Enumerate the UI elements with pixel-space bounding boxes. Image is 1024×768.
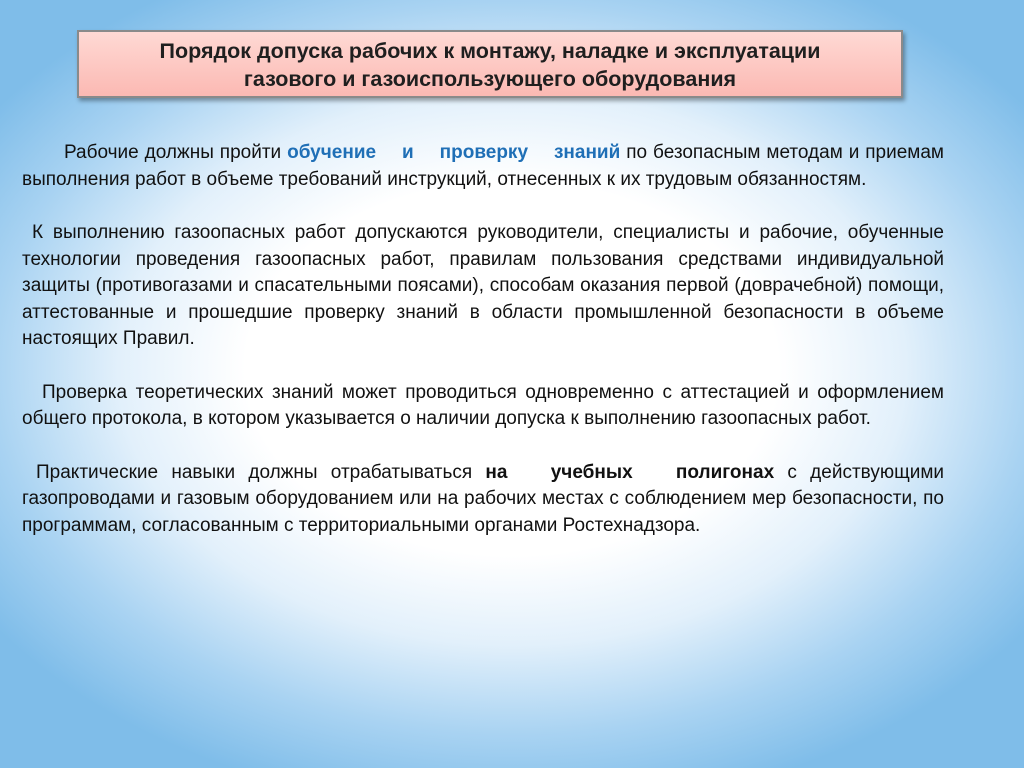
title-line-2: газового и газоиспользующего оборудования — [243, 67, 737, 91]
paragraph-training-start: Рабочие должны пройти — [64, 142, 288, 163]
training-highlight: обучение и проверку знаний — [287, 142, 621, 163]
slide-body — [22, 140, 944, 566]
slide-title — [77, 30, 903, 98]
paragraph-knowledge-check: Проверка теоретических знаний может проводиться одновременно с аттестацией и оформлением общего протокола, в котором указывается о наличии допуска к выполнению газоопасных работ. — [22, 381, 944, 429]
paragraph-training-end: по безопасным методам и приемам выполнения работ в объеме требований инструкций, отнесенных к их трудовым обязанностям. — [22, 142, 944, 190]
paragraph-practical-end: с действующими газопроводами и газовым оборудованием или на рабочих местах с соблюдением мер безопасности, по программам, согласованным с территориальными органами Ростехнадзора. — [22, 461, 944, 536]
polygon-highlight: на учебных полигонах — [485, 461, 775, 483]
paragraph-gas-hazard-admission: К выполнению газоопасных работ допускаются руководители, специалисты и рабочие, обученные технологии проведения газоопасных работ, правилам пользования средствами индивидуальной защиты (противогазами и спасательными поясами), способам оказания первой (доврачебной) помощи, аттестованные и прошедшие проверку знаний в области промышленной безопасности в объеме настоящих Правил. — [22, 222, 944, 349]
paragraph-practical-skills — [22, 460, 944, 540]
paragraph-practical-start: Практические навыки должны отрабатываться — [36, 461, 486, 483]
title-line-1: Порядок допуска рабочих к монтажу, наладке и эксплуатации — [159, 39, 821, 63]
paragraph-training — [22, 140, 944, 193]
